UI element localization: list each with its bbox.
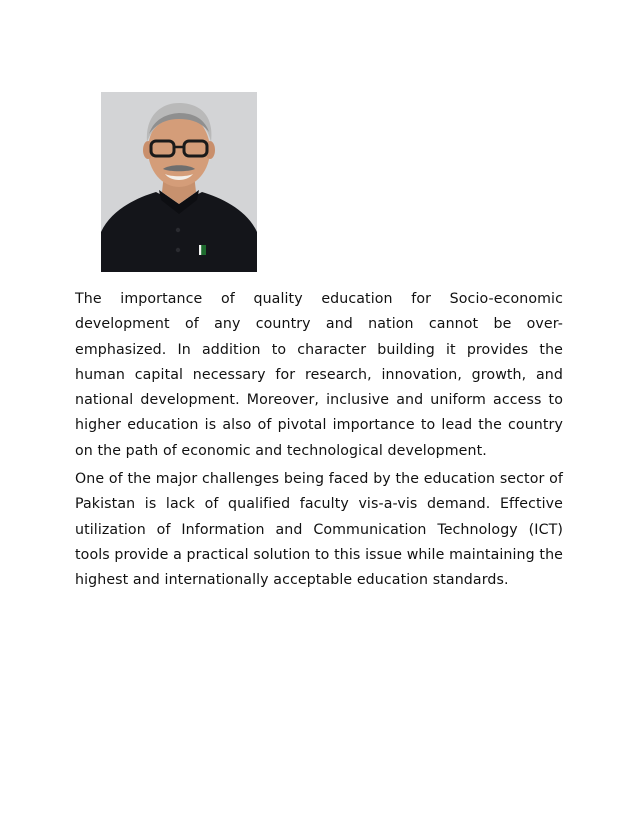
paragraph-faculty-challenge: One of the major challenges being faced by the education sector of Pakistan is lack of qualified faculty vis-a-vis demand. Effective utilization of Information and Communication Technology (ICT) tools provide a practical solution to this issue while maintaining the highest and internationally acceptable education standards. [75,471,563,589]
paragraph-education-importance: The importance of quality education for Socio-economic development of any country and nation cannot be over-emphasized. In addition to character building it provides the human capital necessary for research, innovation, growth, and national development. Moreover, inclusive and uniform access to higher education is also of pivotal importance to lead the country on the path of economic and technological development. [75,291,563,459]
portrait-photo [101,92,257,272]
